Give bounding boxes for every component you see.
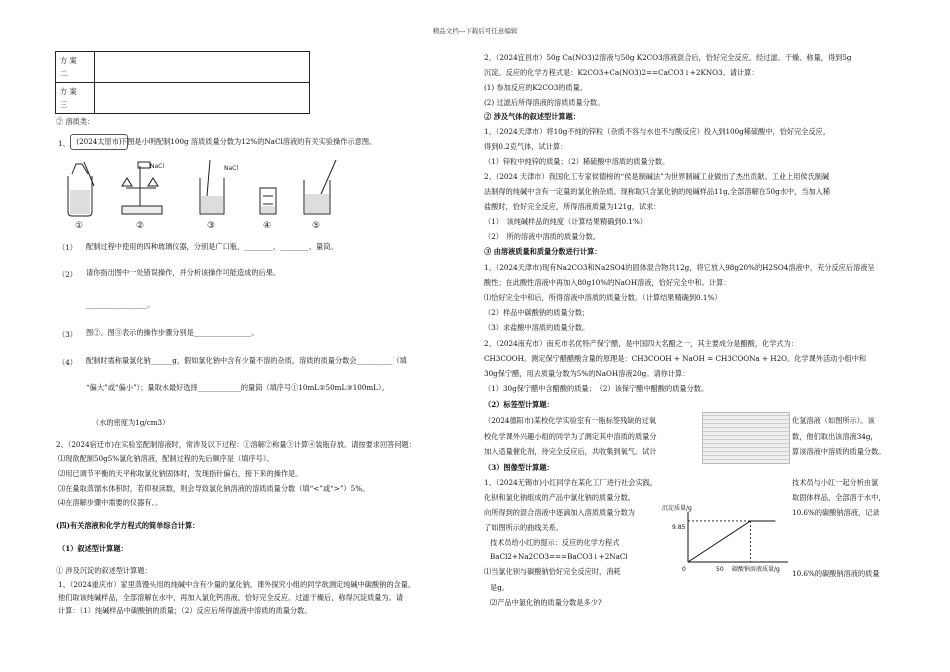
sub-question-text: ⑶在量取蒸馏水体积时，若仰视读数，则会导致氯化钠溶液的溶质质量分数（填“<”或“>”）5%。 — [58, 484, 370, 493]
section-heading: （1）叙述型计算题： — [58, 544, 128, 553]
answer-blank: _________________。 — [86, 300, 155, 309]
question-text: CH3COOH。测定保宁醋醋酸含量的原理是：CH3COOH + NaOH = CH3COONa + H2O。化学课外活动小组中和 — [484, 354, 867, 363]
origin-label: 0 — [682, 566, 686, 573]
section-heading: ① 涉及沉淀的叙述型计算题： — [56, 566, 152, 575]
scheme-label-2: 方 案 二 — [56, 52, 95, 83]
question-text: 1、（2024重庆市）家里蒸馒头用的纯碱中含有少量的氯化钠，课外探究小组的同学欲测定纯碱中碳酸钠的含量。 — [58, 580, 416, 589]
sub-question-number: （2） — [58, 270, 77, 279]
question-text: 2、（2024宜昌市）50g Ca(NO3)2溶液与50g K2CO3溶液混合后，恰好完全反应。经过滤、干燥、称量，得到5g — [484, 53, 852, 62]
sub-question-text: ⑴当氯化钡与碳酸钠恰好完全反应时，消耗 — [484, 567, 621, 576]
hint-text: 技术员给小红的提示：反应的化学方程式 — [490, 538, 620, 547]
reagent-bottle-icon — [68, 162, 94, 216]
sub-question-text: 请你指出图中一处错误操作，并分析该操作可能造成的后果。 — [86, 268, 281, 277]
question-text: 2、（2024宿迁市)在实验室配制溶液时，常涉及以下过程：①溶解②称量③计算④装瓶存放。请按要求回答问题： — [56, 440, 416, 449]
sub-question-number: （3） — [58, 330, 77, 339]
question-text: 算该溶液中溶质的质量分数。 — [792, 447, 886, 456]
sub-question-text: 配制过程中使用的四种玻璃仪器，分别是广口瓶、________、________、量筒。 — [86, 242, 338, 251]
question-text: 1、（2024天津市）将10g不纯的锌粒（杂质不容与水也不与酸反应）投入到100g稀硫酸中，恰好完全反应， — [484, 127, 831, 136]
question-text: 化钡和氯化钠组成的产品中氯化钠的质量分数。 — [484, 493, 635, 502]
source-tag: (2024太原市) — [70, 134, 128, 150]
sub-question-number: （4） — [58, 358, 77, 367]
y-tick-label: 9.85 — [672, 524, 686, 531]
y-axis-label: 沉淀质量/g — [662, 505, 692, 512]
question-text: 化氢溶液（如图所示）。该 — [792, 416, 875, 425]
sub-question-text: ⑴现欲配制50g5%氯化钠溶液，配制过程的先后顺序是（填序号）。 — [58, 454, 274, 463]
question-text: (2) 过滤后所得溶液的溶质质量分数。 — [484, 98, 605, 107]
x-tick-label: 50 — [716, 566, 724, 573]
question-number: 1、 — [58, 139, 70, 148]
sub-question-text: 配制时需称量氯化钠______g，假如氯化钠中含有少量不溶的杂质，溶质的质量分数会__________（填 — [86, 356, 407, 365]
precipitate-line — [688, 521, 776, 562]
question-text: 法制得的纯碱中含有一定量的氯化钠杂质。现称取只含氯化钠的纯碱样品11g,全部溶解在50g水中，当加入稀 — [484, 187, 831, 196]
question-text: 酸性；在此酸性溶液中再加入80g10%的NaOH溶液，恰好完全中和。计算： — [484, 278, 731, 287]
question-text: 30g保宁醋，用去质量分数为5%的NaOH溶液20g。请你计算： — [484, 369, 690, 378]
question-text: 2、（2024 天津市）我国化工专家侯德榜的“侯是制碱法”为世界制碱工业做出了杰出贡献。工业上用侯氏制碱 — [484, 172, 830, 181]
lab-operations-figure — [60, 156, 350, 232]
scheme-row-2 — [56, 52, 310, 83]
section-heading: (四)有关溶液和化学方程式的简单综合计算： — [56, 521, 200, 530]
page-header: 精品文档---下载后可任意编辑 — [432, 27, 518, 35]
stirring-beaker-icon — [304, 160, 336, 214]
question-text: （3）求盐酸中溶质的质量分数。 — [484, 323, 590, 332]
question-text: (1) 参加反应的K2CO3的质量。 — [484, 83, 588, 92]
scheme-answer-cell-3 — [95, 83, 310, 114]
sub-question-text: ⑷在溶解步骤中需要的仪器有、。 — [58, 498, 163, 507]
question-text: 向所得到的混合溶液中逐滴加入溶质质量分数为 — [484, 508, 635, 517]
question-text: 技术员与小红一起分析由氯 — [792, 478, 879, 487]
question-text: 下图是小明配制100g 溶质质量分数为12%的NaCl溶液的有关实验操作示意图。 — [120, 137, 377, 146]
note-text: （水的密度为1g/cm3） — [92, 418, 170, 427]
question-text: （1） 该纯碱样品的纯度（计算结果精确到0.1%） — [484, 217, 647, 226]
figure-label-5: ⑤ — [312, 221, 321, 231]
scheme-answer-cell-2 — [95, 52, 310, 83]
question-text: ⑴恰好完全中和后，所得溶液中溶质的质量分数。（计算结果精确到0.1%） — [484, 293, 722, 302]
figure-label-4: ④ — [263, 221, 272, 231]
question-text: 得到0.2克气体，试计算： — [484, 142, 568, 151]
question-text: 10.6%的碳酸钠溶液，记录 — [792, 508, 880, 517]
figure-label-2: ② — [136, 221, 145, 231]
question-text: （2）样品中碳酸钠的质量分数； — [484, 308, 590, 317]
sub-question-text: “偏大”或“偏小”）；量取水最好选择____________的量筒（填序号①10mL②50mL③100mL）。 — [86, 383, 389, 392]
figure-label-nacl-1: NaCl — [150, 163, 165, 170]
sub-question-text: ⑵产品中氯化钠的质量分数是多少? — [490, 598, 602, 607]
beaker-icon — [200, 160, 224, 214]
question-text: 取固体样品，全部溶于水中， — [792, 493, 886, 502]
sub-question-text: 是g。 — [490, 583, 509, 592]
question-text: （1）锌粒中纯锌的质量；（2）稀硫酸中溶质的质量分数。 — [484, 157, 670, 166]
sub-question-text: ⑵用已调节平衡的天平称取氯化钠固体时，发现指针偏右，接下来的操作是。 — [58, 469, 303, 478]
question-text: 盐酸时，恰好完全反应，所得溶液质量为121g，试求： — [484, 202, 661, 211]
reagent-label-image — [702, 412, 790, 464]
graduated-cylinder-icon — [260, 188, 276, 214]
sub-question-number: （1） — [58, 243, 77, 252]
question-text: （2） 所的溶液中溶质的质量分数。 — [484, 232, 600, 241]
question-text: 1、（2024天津市)现有Na2CO3和Na2SO4的固体混合物共12g，将它放入98g20%的H2SO4溶液中，充分反应后溶液呈 — [484, 263, 875, 272]
figure-label-1: ① — [75, 221, 84, 231]
figure-label-3: ③ — [207, 221, 216, 231]
question-text: 数，他们取出该溶液34g， — [792, 432, 878, 441]
question-text: 计算：（1）纯碱样品中碳酸钠的质量；（2）反应后所得滤液中溶质的质量分数。 — [58, 606, 312, 615]
precipitate-graph — [660, 500, 792, 576]
scheme-label-3: 方 案 三 — [56, 83, 95, 114]
equation-text: BaCl2+Na2CO3===BaCO3↓+2NaCl — [490, 552, 628, 561]
question-text: 他们取该纯碱样品，全部溶解在水中，再加入氯化钙溶液，恰好完全反应。过滤干燥后，称得沉淀质量为。请 — [58, 593, 404, 602]
scheme-row-3 — [56, 83, 310, 114]
section-heading: （3）图像型计算题： — [484, 463, 554, 472]
question-text: （1）30g保宁醋中含醋酸的质量； （2）该保宁醋中醋酸的质量分数。 — [484, 384, 709, 393]
question-text: （2024德阳市)某校化学实验室有一瓶标签残缺的过氧 — [484, 416, 657, 425]
question-text: 1、（2024无锡市)小红同学在某化工厂进行社会实践， — [484, 478, 658, 487]
sub-question-text: 图②、图③表示的操作步骤分别是________________。 — [86, 328, 259, 337]
question-text: 2、（2024南充市）南充市名优特产保宁醋，是中国四大名醋之一，其主要成分是醋酸，化学式为： — [484, 339, 798, 348]
question-text: 加入适量催化剂，待完全反应后，共收集到氧气。试计 — [484, 447, 657, 456]
question-text: 校化学课外兴趣小组的同学为了测定其中溶质的质量分 — [484, 432, 657, 441]
x-axis-label: 碳酸钠溶液质量/g — [732, 566, 780, 573]
section-heading: ② 涉及气体的叙述型计算题： — [484, 112, 580, 121]
sub-question-text: 10.6%的碳酸钠溶液的质量 — [792, 569, 880, 578]
section-heading: ② 溶质类： — [56, 117, 95, 126]
figure-label-nacl-2: NaCl — [224, 165, 239, 172]
scheme-table — [55, 51, 310, 114]
question-text: 了如图所示的曲线关系。 — [484, 523, 564, 532]
question-text: 沉淀。反应的化学方程式是：K2CO3+Ca(NO3)2==CaCO3↓+2KNO3。请计算： — [484, 68, 759, 77]
section-heading: ③ 由溶液质量和质量分数进行计算： — [484, 247, 602, 256]
section-heading: （2）标签型计算题： — [484, 400, 554, 409]
